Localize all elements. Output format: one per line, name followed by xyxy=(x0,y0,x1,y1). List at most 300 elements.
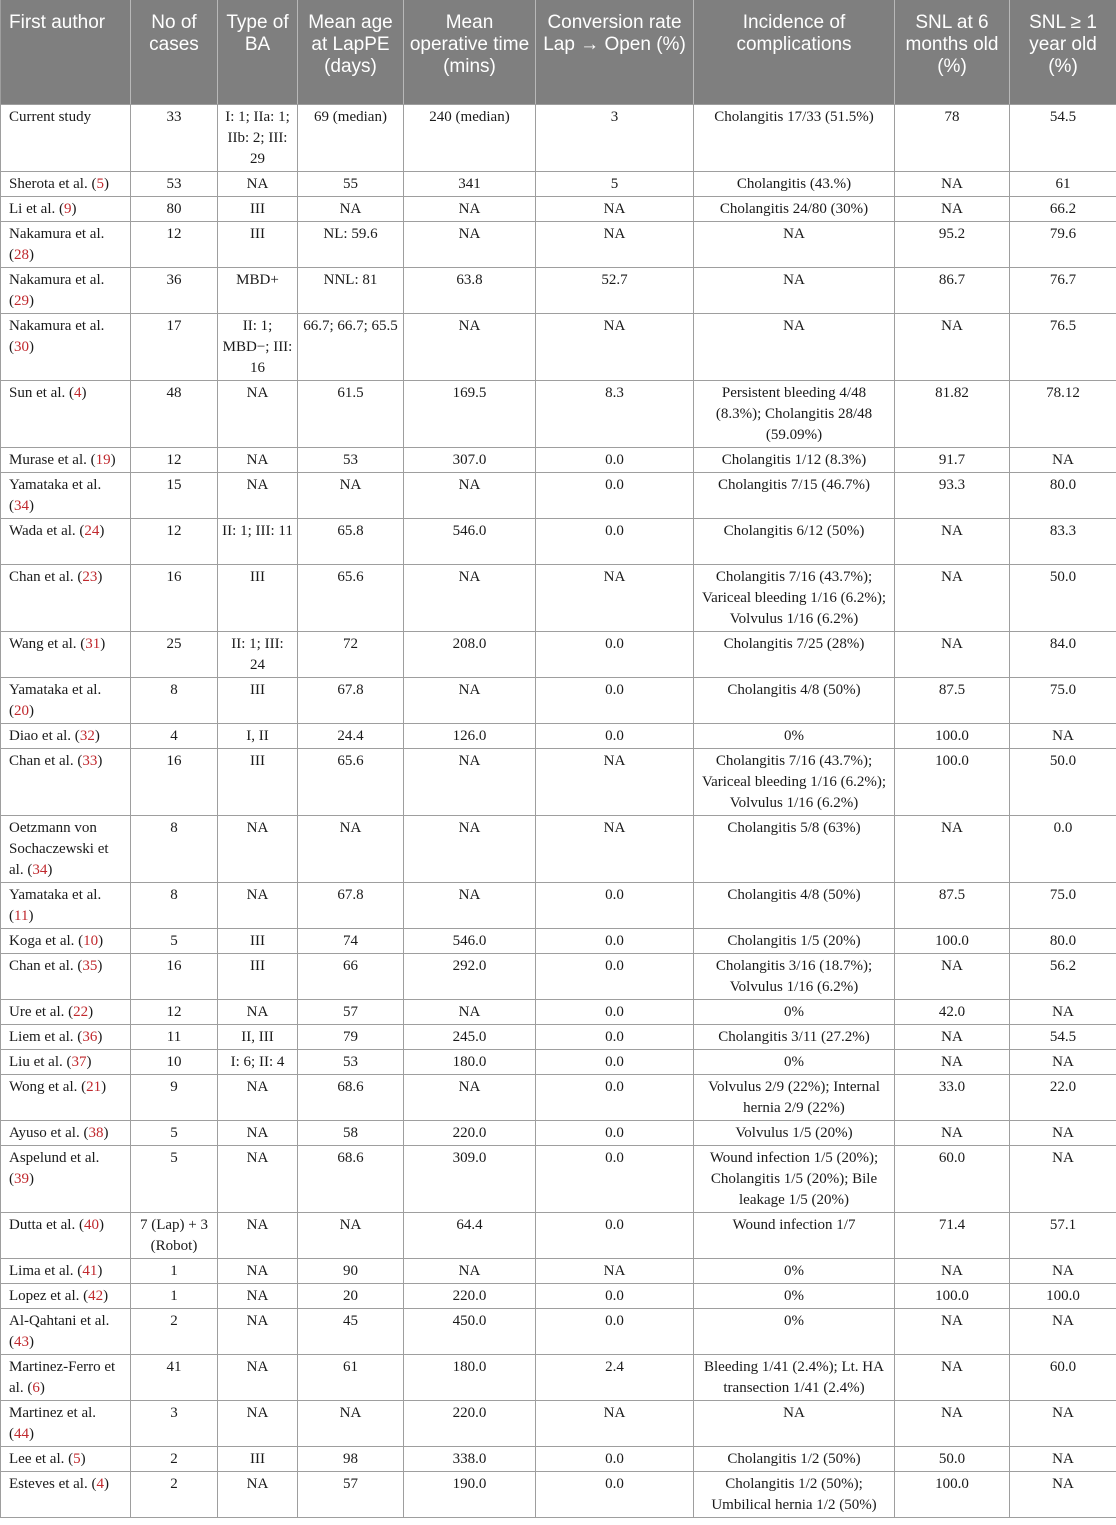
cell-snl-1-year: NA xyxy=(1010,999,1116,1024)
cell-mean-age: 58 xyxy=(298,1120,404,1145)
cell-incidence-of-complications: Volvulus 2/9 (22%); Internal hernia 2/9 (22%) xyxy=(694,1074,895,1120)
cell-mean-operative-time: 220.0 xyxy=(404,1400,536,1446)
cell-no-of-cases: 2 xyxy=(131,1446,218,1471)
cell-snl-6-months: NA xyxy=(895,196,1010,221)
cell-type-of-ba: III xyxy=(218,221,298,267)
table-row xyxy=(1,1354,1116,1400)
col-header-incidence-of-complications: Incidence of complications xyxy=(694,0,895,104)
cell-incidence-of-complications: Cholangitis 1/12 (8.3%) xyxy=(694,447,895,472)
cell-no-of-cases: 41 xyxy=(131,1354,218,1400)
table-row xyxy=(1,999,1116,1024)
cell-conversion-rate: 0.0 xyxy=(536,999,694,1024)
cell-type-of-ba: III xyxy=(218,564,298,631)
cell-type-of-ba: NA xyxy=(218,1120,298,1145)
cell-mean-operative-time: 450.0 xyxy=(404,1308,536,1354)
cell-incidence-of-complications: Cholangitis 4/8 (50%) xyxy=(694,882,895,928)
citation-link[interactable]: 5 xyxy=(96,175,104,192)
table-row xyxy=(1,447,1116,472)
table-row xyxy=(1,1283,1116,1308)
cell-incidence-of-complications: Cholangitis 5/8 (63%) xyxy=(694,815,895,882)
cell-snl-6-months: 95.2 xyxy=(895,221,1010,267)
cell-no-of-cases: 16 xyxy=(131,953,218,999)
cell-snl-1-year: 61 xyxy=(1010,171,1116,196)
table-row xyxy=(1,815,1116,882)
cell-mean-age: 65.8 xyxy=(298,518,404,564)
table-row xyxy=(1,1074,1116,1120)
table-row xyxy=(1,1145,1116,1212)
citation-link[interactable]: 34 xyxy=(14,497,29,514)
citation-link[interactable]: 30 xyxy=(14,338,29,355)
cell-mean-operative-time: NA xyxy=(404,748,536,815)
cell-mean-age: 57 xyxy=(298,1471,404,1517)
cell-conversion-rate: 8.3 xyxy=(536,380,694,447)
cell-type-of-ba: III xyxy=(218,677,298,723)
cell-mean-age: 68.6 xyxy=(298,1145,404,1212)
cell-incidence-of-complications: 0% xyxy=(694,1308,895,1354)
cell-incidence-of-complications: Volvulus 1/5 (20%) xyxy=(694,1120,895,1145)
cell-snl-1-year: NA xyxy=(1010,1308,1116,1354)
cell-snl-1-year: 80.0 xyxy=(1010,928,1116,953)
table-row xyxy=(1,882,1116,928)
citation-link[interactable]: 42 xyxy=(88,1287,104,1304)
cell-mean-operative-time: 220.0 xyxy=(404,1120,536,1145)
cell-mean-operative-time: 208.0 xyxy=(404,631,536,677)
cell-mean-age: 45 xyxy=(298,1308,404,1354)
citation-link[interactable]: 38 xyxy=(88,1124,104,1141)
cell-snl-6-months: 100.0 xyxy=(895,1283,1010,1308)
cell-conversion-rate: 3 xyxy=(536,104,694,171)
col-header-first-author: First author xyxy=(1,0,131,104)
citation-link[interactable]: 40 xyxy=(83,1216,99,1233)
table-row xyxy=(1,1024,1116,1049)
table-row xyxy=(1,313,1116,380)
cell-mean-operative-time: 220.0 xyxy=(404,1283,536,1308)
citation-link[interactable]: 6 xyxy=(32,1379,40,1396)
table-row xyxy=(1,104,1116,171)
cell-no-of-cases: 3 xyxy=(131,1400,218,1446)
cell-snl-1-year: 76.5 xyxy=(1010,313,1116,380)
cell-no-of-cases: 8 xyxy=(131,815,218,882)
cell-first-author: Yamataka et al. (20) xyxy=(1,677,131,723)
cell-type-of-ba: II: 1; III: 11 xyxy=(218,518,298,564)
cell-mean-operative-time: NA xyxy=(404,221,536,267)
cell-snl-6-months: NA xyxy=(895,1354,1010,1400)
cell-snl-6-months: NA xyxy=(895,1049,1010,1074)
table-row xyxy=(1,472,1116,518)
cell-no-of-cases: 8 xyxy=(131,882,218,928)
cell-conversion-rate: 2.4 xyxy=(536,1354,694,1400)
cell-mean-age: 66.7; 66.7; 65.5 xyxy=(298,313,404,380)
cell-type-of-ba: II, III xyxy=(218,1024,298,1049)
cell-snl-1-year: NA xyxy=(1010,1145,1116,1212)
cell-mean-operative-time: 546.0 xyxy=(404,518,536,564)
cell-incidence-of-complications: Cholangitis 1/5 (20%) xyxy=(694,928,895,953)
cell-snl-6-months: NA xyxy=(895,953,1010,999)
col-header-conversion-rate: Conversion rate Lap → Open (%) xyxy=(536,0,694,104)
cell-incidence-of-complications: NA xyxy=(694,1400,895,1446)
citation-link[interactable]: 36 xyxy=(82,1028,98,1045)
table-row xyxy=(1,953,1116,999)
cell-no-of-cases: 15 xyxy=(131,472,218,518)
cell-mean-age: 79 xyxy=(298,1024,404,1049)
table-row xyxy=(1,1120,1116,1145)
cell-type-of-ba: I: 6; II: 4 xyxy=(218,1049,298,1074)
cell-snl-1-year: 66.2 xyxy=(1010,196,1116,221)
table-row xyxy=(1,196,1116,221)
cell-first-author: Yamataka et al. (11) xyxy=(1,882,131,928)
cell-mean-age: 65.6 xyxy=(298,564,404,631)
cell-no-of-cases: 53 xyxy=(131,171,218,196)
cell-mean-age: 53 xyxy=(298,1049,404,1074)
cell-type-of-ba: I, II xyxy=(218,723,298,748)
cell-mean-age: NNL: 81 xyxy=(298,267,404,313)
cell-first-author: Koga et al. (10) xyxy=(1,928,131,953)
cell-mean-age: 98 xyxy=(298,1446,404,1471)
cell-conversion-rate: 0.0 xyxy=(536,928,694,953)
cell-mean-age: 74 xyxy=(298,928,404,953)
cell-type-of-ba: NA xyxy=(218,1074,298,1120)
cell-incidence-of-complications: Cholangitis 3/16 (18.7%); Volvulus 1/16 (6.2%) xyxy=(694,953,895,999)
cell-type-of-ba: II: 1; III: 24 xyxy=(218,631,298,677)
cell-snl-6-months: 71.4 xyxy=(895,1212,1010,1258)
cell-mean-age: 90 xyxy=(298,1258,404,1283)
cell-incidence-of-complications: Cholangitis 7/16 (43.7%); Variceal bleeding 1/16 (6.2%); Volvulus 1/16 (6.2%) xyxy=(694,748,895,815)
cell-incidence-of-complications: NA xyxy=(694,313,895,380)
cell-conversion-rate: 0.0 xyxy=(536,1308,694,1354)
cell-mean-age: NA xyxy=(298,815,404,882)
table-body xyxy=(1,104,1116,1517)
cell-conversion-rate: 0.0 xyxy=(536,447,694,472)
cell-snl-6-months: 60.0 xyxy=(895,1145,1010,1212)
cell-mean-age: NL: 59.6 xyxy=(298,221,404,267)
cell-type-of-ba: III xyxy=(218,953,298,999)
cell-mean-operative-time: 63.8 xyxy=(404,267,536,313)
table-header xyxy=(1,0,1116,104)
cell-incidence-of-complications: Cholangitis 7/16 (43.7%); Variceal bleeding 1/16 (6.2%); Volvulus 1/16 (6.2%) xyxy=(694,564,895,631)
cell-type-of-ba: NA xyxy=(218,1308,298,1354)
table-row xyxy=(1,723,1116,748)
cell-no-of-cases: 80 xyxy=(131,196,218,221)
table-row xyxy=(1,171,1116,196)
cell-snl-1-year: 60.0 xyxy=(1010,1354,1116,1400)
citation-link[interactable]: 32 xyxy=(79,727,95,744)
cell-first-author: Esteves et al. (4) xyxy=(1,1471,131,1517)
cell-no-of-cases: 36 xyxy=(131,267,218,313)
citation-link[interactable]: 11 xyxy=(14,907,29,924)
cell-snl-6-months: 93.3 xyxy=(895,472,1010,518)
cell-type-of-ba: NA xyxy=(218,472,298,518)
cell-snl-6-months: 87.5 xyxy=(895,677,1010,723)
cell-snl-1-year: 76.7 xyxy=(1010,267,1116,313)
citation-link[interactable]: 35 xyxy=(82,957,98,974)
table-row xyxy=(1,631,1116,677)
cell-type-of-ba: NA xyxy=(218,171,298,196)
cell-no-of-cases: 48 xyxy=(131,380,218,447)
cell-snl-6-months: 100.0 xyxy=(895,723,1010,748)
table-row xyxy=(1,380,1116,447)
cell-snl-1-year: NA xyxy=(1010,1120,1116,1145)
cell-snl-6-months: NA xyxy=(895,1024,1010,1049)
cell-first-author: Martinez et al. (44) xyxy=(1,1400,131,1446)
cell-conversion-rate: NA xyxy=(536,196,694,221)
citation-link[interactable]: 10 xyxy=(83,932,99,949)
cell-no-of-cases: 8 xyxy=(131,677,218,723)
cell-no-of-cases: 12 xyxy=(131,447,218,472)
cell-incidence-of-complications: Cholangitis 6/12 (50%) xyxy=(694,518,895,564)
cell-no-of-cases: 1 xyxy=(131,1258,218,1283)
cell-conversion-rate: 0.0 xyxy=(536,723,694,748)
cell-conversion-rate: 0.0 xyxy=(536,882,694,928)
col-header-snl-6-months: SNL at 6 months old (%) xyxy=(895,0,1010,104)
cell-conversion-rate: 0.0 xyxy=(536,518,694,564)
cell-type-of-ba: NA xyxy=(218,1212,298,1258)
cell-conversion-rate: 0.0 xyxy=(536,1471,694,1517)
cell-no-of-cases: 5 xyxy=(131,1145,218,1212)
cell-snl-1-year: 80.0 xyxy=(1010,472,1116,518)
cell-incidence-of-complications: Wound infection 1/5 (20%); Cholangitis 1/5 (20%); Bile leakage 1/5 (20%) xyxy=(694,1145,895,1212)
cell-snl-6-months: 50.0 xyxy=(895,1446,1010,1471)
cell-first-author: Al-Qahtani et al. (43) xyxy=(1,1308,131,1354)
cell-mean-operative-time: 546.0 xyxy=(404,928,536,953)
cell-type-of-ba: III xyxy=(218,196,298,221)
cell-no-of-cases: 11 xyxy=(131,1024,218,1049)
citation-link[interactable]: 39 xyxy=(14,1170,29,1187)
cell-incidence-of-complications: NA xyxy=(694,267,895,313)
cell-first-author: Oetzmann von Sochaczewski et al. (34) xyxy=(1,815,131,882)
cell-snl-1-year: 0.0 xyxy=(1010,815,1116,882)
cell-conversion-rate: 0.0 xyxy=(536,1074,694,1120)
cell-mean-age: NA xyxy=(298,472,404,518)
cell-mean-operative-time: NA xyxy=(404,1258,536,1283)
cell-snl-1-year: NA xyxy=(1010,1258,1116,1283)
citation-link[interactable]: 29 xyxy=(14,292,29,309)
citation-link[interactable]: 20 xyxy=(14,702,29,719)
cell-no-of-cases: 2 xyxy=(131,1308,218,1354)
cell-first-author: Wong et al. (21) xyxy=(1,1074,131,1120)
table-row xyxy=(1,1400,1116,1446)
citation-link[interactable]: 33 xyxy=(82,752,98,769)
cell-mean-age: NA xyxy=(298,1212,404,1258)
cell-snl-1-year: NA xyxy=(1010,447,1116,472)
cell-first-author: Martinez-Ferro et al. (6) xyxy=(1,1354,131,1400)
cell-conversion-rate: 0.0 xyxy=(536,1120,694,1145)
cell-mean-operative-time: 169.5 xyxy=(404,380,536,447)
col-header-type-of-ba: Type of BA xyxy=(218,0,298,104)
cell-incidence-of-complications: 0% xyxy=(694,723,895,748)
citation-link[interactable]: 31 xyxy=(85,635,101,652)
cell-mean-operative-time: NA xyxy=(404,472,536,518)
table-row xyxy=(1,928,1116,953)
cell-mean-operative-time: NA xyxy=(404,564,536,631)
cell-mean-age: 55 xyxy=(298,171,404,196)
citation-link[interactable]: 9 xyxy=(63,200,72,217)
cell-snl-1-year: 50.0 xyxy=(1010,748,1116,815)
cell-mean-age: 57 xyxy=(298,999,404,1024)
cell-no-of-cases: 2 xyxy=(131,1471,218,1517)
cell-incidence-of-complications: Cholangitis 4/8 (50%) xyxy=(694,677,895,723)
cell-snl-1-year: NA xyxy=(1010,1471,1116,1517)
table-row xyxy=(1,267,1116,313)
cell-incidence-of-complications: Cholangitis 7/15 (46.7%) xyxy=(694,472,895,518)
cell-mean-operative-time: 190.0 xyxy=(404,1471,536,1517)
citation-link[interactable]: 41 xyxy=(82,1262,98,1279)
cell-no-of-cases: 12 xyxy=(131,221,218,267)
cell-type-of-ba: III xyxy=(218,1446,298,1471)
citation-link[interactable]: 5 xyxy=(73,1450,81,1467)
cell-no-of-cases: 17 xyxy=(131,313,218,380)
cell-first-author: Lima et al. (41) xyxy=(1,1258,131,1283)
cell-conversion-rate: 0.0 xyxy=(536,1145,694,1212)
cell-type-of-ba: II: 1; MBD−; III: 16 xyxy=(218,313,298,380)
cell-snl-1-year: 22.0 xyxy=(1010,1074,1116,1120)
cell-first-author: Chan et al. (23) xyxy=(1,564,131,631)
cell-incidence-of-complications: 0% xyxy=(694,1049,895,1074)
citation-link[interactable]: 24 xyxy=(84,522,100,539)
col-header-mean-age: Mean age at LapPE (days) xyxy=(298,0,404,104)
cell-conversion-rate: NA xyxy=(536,564,694,631)
cell-snl-1-year: 100.0 xyxy=(1010,1283,1116,1308)
table-row xyxy=(1,1212,1116,1258)
cell-no-of-cases: 7 (Lap) + 3 (Robot) xyxy=(131,1212,218,1258)
cell-type-of-ba: NA xyxy=(218,380,298,447)
cell-no-of-cases: 16 xyxy=(131,564,218,631)
cell-mean-age: NA xyxy=(298,196,404,221)
cell-mean-operative-time: 245.0 xyxy=(404,1024,536,1049)
cell-snl-1-year: 84.0 xyxy=(1010,631,1116,677)
cell-conversion-rate: 0.0 xyxy=(536,1446,694,1471)
cell-snl-6-months: NA xyxy=(895,1258,1010,1283)
cell-incidence-of-complications: 0% xyxy=(694,1258,895,1283)
cell-snl-6-months: NA xyxy=(895,518,1010,564)
cell-conversion-rate: 0.0 xyxy=(536,677,694,723)
cell-type-of-ba: NA xyxy=(218,815,298,882)
cell-snl-1-year: 79.6 xyxy=(1010,221,1116,267)
cell-incidence-of-complications: Persistent bleeding 4/48 (8.3%); Cholangitis 28/48 (59.09%) xyxy=(694,380,895,447)
cell-no-of-cases: 12 xyxy=(131,518,218,564)
cell-conversion-rate: NA xyxy=(536,221,694,267)
cell-snl-6-months: 87.5 xyxy=(895,882,1010,928)
cell-mean-age: 65.6 xyxy=(298,748,404,815)
cell-type-of-ba: I: 1; IIa: 1; IIb: 2; III: 29 xyxy=(218,104,298,171)
cell-no-of-cases: 33 xyxy=(131,104,218,171)
cell-incidence-of-complications: NA xyxy=(694,221,895,267)
cell-snl-1-year: 57.1 xyxy=(1010,1212,1116,1258)
cell-incidence-of-complications: Cholangitis (43.%) xyxy=(694,171,895,196)
cell-first-author: Lopez et al. (42) xyxy=(1,1283,131,1308)
citation-link[interactable]: 28 xyxy=(14,246,29,263)
cell-incidence-of-complications: Wound infection 1/7 xyxy=(694,1212,895,1258)
cell-mean-operative-time: 309.0 xyxy=(404,1145,536,1212)
col-header-mean-operative-time: Mean operative time (mins) xyxy=(404,0,536,104)
citation-link[interactable]: 43 xyxy=(14,1333,29,1350)
cell-conversion-rate: 0.0 xyxy=(536,1212,694,1258)
cell-snl-6-months: NA xyxy=(895,815,1010,882)
cell-conversion-rate: NA xyxy=(536,1258,694,1283)
cell-conversion-rate: 5 xyxy=(536,171,694,196)
cell-incidence-of-complications: Cholangitis 1/2 (50%) xyxy=(694,1446,895,1471)
citation-link[interactable]: 4 xyxy=(74,384,82,401)
cell-no-of-cases: 1 xyxy=(131,1283,218,1308)
cell-mean-operative-time: 180.0 xyxy=(404,1354,536,1400)
citation-link[interactable]: 22 xyxy=(73,1003,89,1020)
cell-first-author: Chan et al. (33) xyxy=(1,748,131,815)
cell-snl-1-year: NA xyxy=(1010,1049,1116,1074)
cell-mean-age: 61 xyxy=(298,1354,404,1400)
citation-link[interactable]: 4 xyxy=(96,1475,104,1492)
citation-link[interactable]: 19 xyxy=(95,451,111,468)
cell-type-of-ba: NA xyxy=(218,999,298,1024)
cell-first-author: Ayuso et al. (38) xyxy=(1,1120,131,1145)
cell-mean-operative-time: NA xyxy=(404,1074,536,1120)
cell-incidence-of-complications: 0% xyxy=(694,1283,895,1308)
cell-first-author: Wang et al. (31) xyxy=(1,631,131,677)
citation-link[interactable]: 44 xyxy=(14,1425,29,1442)
citation-link[interactable]: 37 xyxy=(71,1053,87,1070)
cell-snl-6-months: NA xyxy=(895,171,1010,196)
cell-type-of-ba: NA xyxy=(218,1258,298,1283)
cell-snl-6-months: NA xyxy=(895,313,1010,380)
cell-first-author: Nakamura et al. (28) xyxy=(1,221,131,267)
cell-snl-6-months: NA xyxy=(895,1400,1010,1446)
col-header-no-of-cases: No of cases xyxy=(131,0,218,104)
header-row xyxy=(1,0,1116,104)
cell-conversion-rate: NA xyxy=(536,815,694,882)
cell-no-of-cases: 4 xyxy=(131,723,218,748)
cell-incidence-of-complications: Cholangitis 24/80 (30%) xyxy=(694,196,895,221)
cell-mean-operative-time: 240 (median) xyxy=(404,104,536,171)
table-row xyxy=(1,1446,1116,1471)
cell-first-author: Diao et al. (32) xyxy=(1,723,131,748)
cell-first-author: Li et al. (9) xyxy=(1,196,131,221)
table-row xyxy=(1,1308,1116,1354)
cell-snl-6-months: 100.0 xyxy=(895,928,1010,953)
cell-snl-6-months: NA xyxy=(895,631,1010,677)
cell-snl-1-year: 54.5 xyxy=(1010,104,1116,171)
cell-incidence-of-complications: Bleeding 1/41 (2.4%); Lt. HA transection 1/41 (2.4%) xyxy=(694,1354,895,1400)
cell-snl-1-year: 75.0 xyxy=(1010,882,1116,928)
cell-mean-operative-time: 307.0 xyxy=(404,447,536,472)
cell-snl-6-months: 42.0 xyxy=(895,999,1010,1024)
table-row xyxy=(1,677,1116,723)
cell-snl-1-year: 56.2 xyxy=(1010,953,1116,999)
cell-conversion-rate: 0.0 xyxy=(536,1024,694,1049)
cell-mean-operative-time: 341 xyxy=(404,171,536,196)
cell-type-of-ba: NA xyxy=(218,882,298,928)
cell-mean-operative-time: NA xyxy=(404,677,536,723)
cell-conversion-rate: 0.0 xyxy=(536,631,694,677)
cell-mean-operative-time: NA xyxy=(404,313,536,380)
cell-first-author: Sun et al. (4) xyxy=(1,380,131,447)
cell-mean-age: 66 xyxy=(298,953,404,999)
cell-snl-6-months: 86.7 xyxy=(895,267,1010,313)
cell-mean-operative-time: NA xyxy=(404,815,536,882)
cell-conversion-rate: NA xyxy=(536,1400,694,1446)
cell-snl-6-months: 81.82 xyxy=(895,380,1010,447)
cell-mean-age: 53 xyxy=(298,447,404,472)
cell-no-of-cases: 16 xyxy=(131,748,218,815)
table-row xyxy=(1,221,1116,267)
cell-no-of-cases: 10 xyxy=(131,1049,218,1074)
cell-mean-age: 24.4 xyxy=(298,723,404,748)
table-row xyxy=(1,564,1116,631)
cell-snl-1-year: NA xyxy=(1010,1446,1116,1471)
table-row xyxy=(1,518,1116,564)
citation-link[interactable]: 23 xyxy=(82,568,98,585)
citation-link[interactable]: 21 xyxy=(86,1078,102,1095)
cell-snl-1-year: 78.12 xyxy=(1010,380,1116,447)
cell-conversion-rate: 0.0 xyxy=(536,953,694,999)
citation-link[interactable]: 34 xyxy=(32,861,48,878)
